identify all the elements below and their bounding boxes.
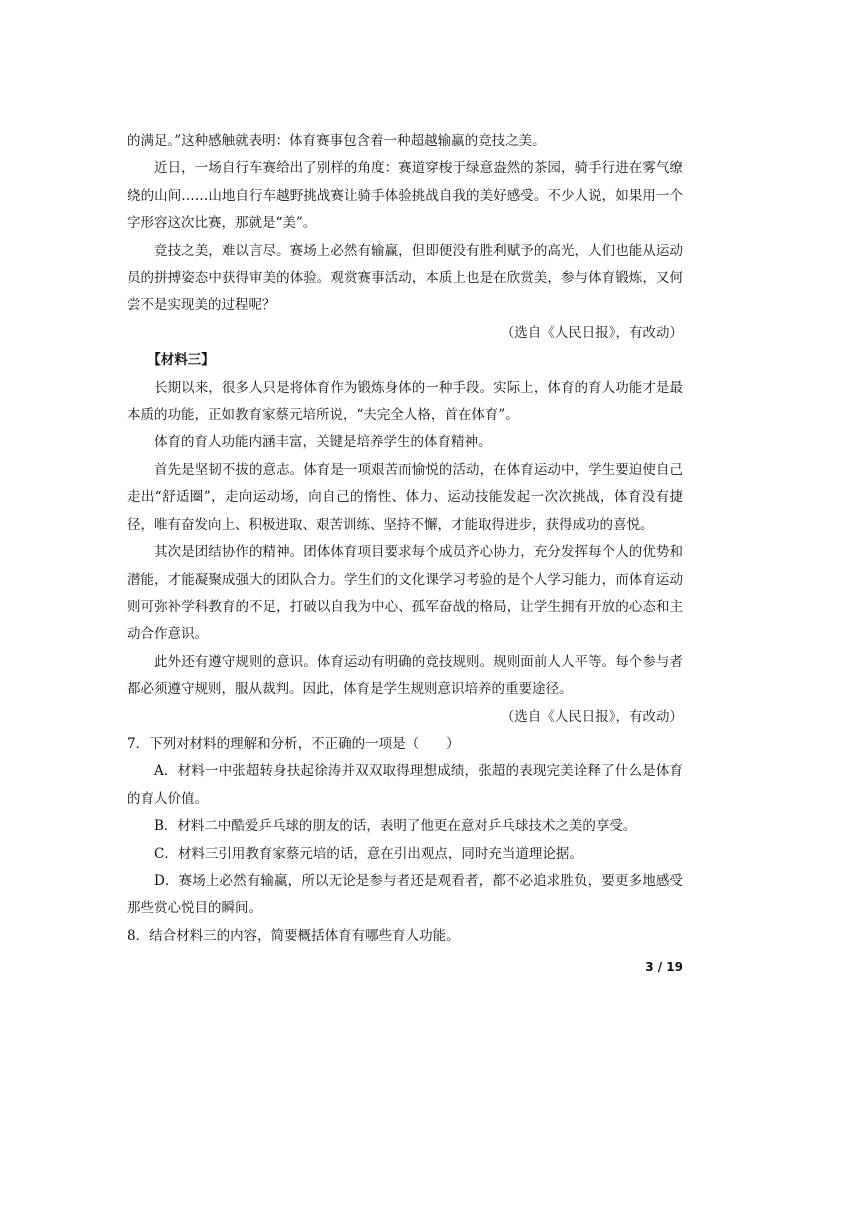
paragraph: 长期以来，很多人只是将体育作为锻炼身体的一种手段。实际上，体育的育人功能才是最本质的功能，正如教育家蔡元培所说，“夫完全人格，首在体育”。: [127, 379, 683, 424]
page-content: [127, 128, 683, 950]
source-citation: （选自《人民日报》，有改动）: [500, 324, 683, 341]
question-8-stem: 8．结合材料三的内容，简要概括体育有哪些育人功能。: [127, 927, 460, 944]
section-heading-material3: 【材料三】: [147, 352, 215, 369]
question-7-option-c: C．材料三引用教育家蔡元培的话，意在引出观点，同时充当道理论据。: [154, 845, 583, 862]
source-citation: （选自《人民日报》，有改动）: [500, 708, 683, 725]
paragraph: 近日，一场自行车赛给出了别样的角度：赛道穿梭于绿意盎然的茶园，骑手行进在雾气缭绕的山间……山地自行车越野挑战赛让骑手体验挑战自我的美好感受。不少人说，如果用一个字形容这次比赛，那就是“美”。: [127, 160, 683, 232]
paragraph-continuation: 的满足。”这种感触就表明：体育赛事包含着一种超越输赢的竞技之美。: [127, 133, 546, 149]
paragraph: 此外还有遵守规则的意识。体育运动有明确的竞技规则。规则面前人人平等。每个参与者都必须遵守规则，服从裁判。因此，体育是学生规则意识培养的重要途径。: [127, 653, 683, 698]
question-7-stem: 7．下列对材料的理解和分析，不正确的一项是（ ）: [127, 735, 460, 752]
paragraph: 竞技之美，难以言尽。赛场上必然有输赢，但即便没有胜利赋予的高光，人们也能从运动员的拼搏姿态中获得审美的体验。观赏赛事活动，本质上也是在欣赏美，参与体育锻炼，又何尝不是实现美的过程呢？: [127, 242, 683, 314]
paragraph: 其次是团结协作的精神。团体体育项目要求每个成员齐心协力，充分发挥每个人的优势和潜能，才能凝聚成强大的团队合力。学生们的文化课学习考验的是个人学习能力，而体育运动则可弥补学科教育的不足，打破以自我为中心、孤军奋战的格局，让学生拥有开放的心态和主动合作意识。: [127, 544, 683, 643]
page-number: 3 / 19: [645, 960, 683, 974]
question-7-option-d: D．赛场上必然有输赢，所以无论是参与者还是观看者，都不必追求胜负，要更多地感受那些赏心悦目的瞬间。: [127, 872, 683, 917]
question-7-option-b: B．材料二中酷爱乒乓球的朋友的话，表明了他更在意对乒乓球技术之美的享受。: [154, 818, 637, 835]
paragraph: 首先是坚韧不拔的意志。体育是一项艰苦而愉悦的活动，在体育运动中，学生要迫使自己走出“舒适圈”，走向运动场，向自己的惰性、体力、运动技能发起一次次挑战，体育没有捷径，唯有奋发向上、积极进取、艰苦训练、坚持不懈，才能取得进步，获得成功的喜悦。: [127, 461, 683, 533]
paragraph: 体育的育人功能内涵丰富，关键是培养学生的体育精神。: [154, 434, 492, 451]
question-7-option-a: A．材料一中张超转身扶起徐涛并双双取得理想成绩，张超的表现完美诠释了什么是体育的育人价值。: [127, 763, 683, 807]
